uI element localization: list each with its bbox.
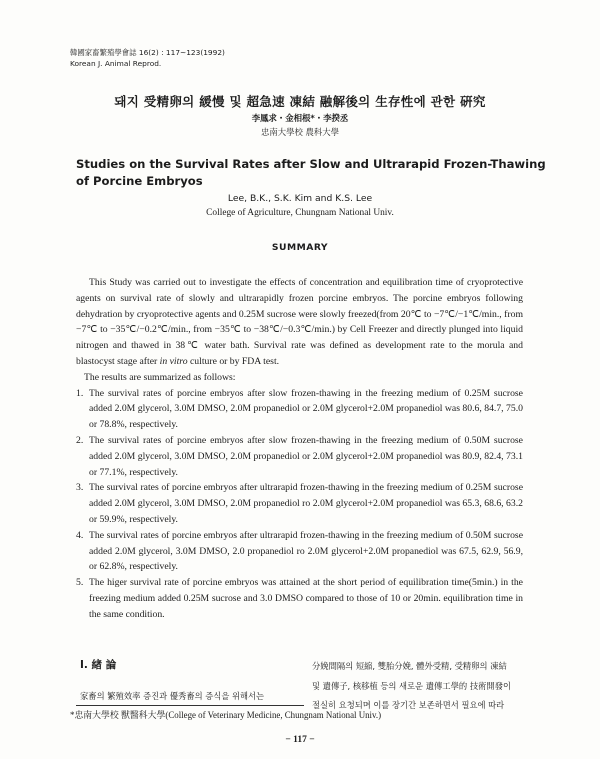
korean-affiliation: 忠南大學校 農科大學 xyxy=(260,127,340,137)
footnote-divider xyxy=(76,705,304,706)
in-vitro-italic: in vitro xyxy=(159,355,188,367)
abstract-paragraph: This Study was carried out to investigate the effects of concentration and equilibration time of cryoprotective agents on survival rate of slowly and ultrarapidly frozen porcine embryos. The porcine embryos following dehydration by cryoprotective agents and 0.25M sucrose were slowly freezed(from 20℃ to −7℃/−1℃/min., from −7℃ to −35℃/−0.2℃/min., from −35℃ to −38℃/−0.3℃/min.) by Cell Freezer and directly plunged into liquid nitrogen and thawed in 38℃ water bath. Survival rate was defined as development rate to the morula and blastocyst stage after in vitro culture or by FDA test. xyxy=(76,277,523,367)
list-item: 1. The survival rates of porcine embryos after slow frozen-thawing in the freezing medium of 0.25M sucrose added 2.0M glycerol, 3.0M DMSO, 2.0M propanediol or 2.0M glycerol+2.0M propanediol was 80.6, 84.7, 75.0 or 78.8%, respectively. xyxy=(76,387,523,431)
english-title: Studies on the Survival Rates after Slow and Ultrarapid Frozen-Thawing of Porcine Embryos xyxy=(76,157,546,188)
list-item: 5. The higer survival rate of porcine embryos was attained at the short period of equilibration time(5min.) in the freezing medium added 0.25M sucrose and 3.0 DMSO compared to those of 10 or 20min. equilibration time in the same condition. xyxy=(76,577,523,620)
english-affiliation: College of Agriculture, Chungnam National Univ. xyxy=(206,208,394,218)
journal-header-line1: 韓國家畜繁殖學會誌 16(2) : 117~123(1992) xyxy=(70,48,225,57)
body-right-line: 절실히 요청되며 이를 장기간 보존하면서 필요에 따라 xyxy=(312,700,505,710)
korean-authors: 李鳳求・金相根*・李揆丞 xyxy=(251,113,349,123)
body-right-line: 分娩間隔의 短縮, 雙胎分娩, 體外受精, 受精卵의 凍結 xyxy=(312,661,507,671)
list-item: 3. The survival rates of porcine embryos after ultrarapid frozen-thawing in the freezing medium of 0.25M sucrose added 2.0M glycerol, 3.0M DMSO, 2.0M propanediol ro 2.0M glycerol+2.0M propanediol was 65.3, 68.6, 63.2 or 59.9%, respectively. xyxy=(76,482,523,525)
body-left-line: 家畜의 繁殖效率 증진과 優秀畜의 증식을 위해서는 xyxy=(80,691,265,701)
abstract xyxy=(76,275,523,623)
body-right-line: 및 遺傳子, 核移植 등의 새로운 遺傳工學的 技術開發이 xyxy=(312,680,512,691)
korean-title: 돼지 受精卵의 緩慢 및 超急速 凍結 融解後의 生存性에 관한 硏究 xyxy=(114,94,486,109)
results-intro: The results are summarized as follows: xyxy=(84,371,236,383)
section-heading-introduction: Ⅰ. 緖 論 xyxy=(80,659,117,671)
results-list xyxy=(76,386,523,623)
english-authors: Lee, B.K., S.K. Kim and K.S. Lee xyxy=(227,193,373,204)
journal-header xyxy=(70,47,225,69)
journal-header-line2: Korean J. Animal Reprod. xyxy=(70,59,162,68)
list-item: 2. The survival rates of porcine embryos after slow frozen-thawing in the freezing medium of 0.50M sucrose added 2.0M glycerol, 3.0M DMSO, 2.0M propanediol or 2.0M glycerol+2.0M propanediol was 80.9, 82.4, 73.1 or 77.1%, respectively. xyxy=(76,434,523,478)
summary-heading: SUMMARY xyxy=(271,242,329,253)
body-right-column xyxy=(312,657,527,716)
list-item: 4. The survival rates of porcine embryos after ultrarapid frozen-thawing in the freezing medium of 0.50M sucrose added 2.0M glycerol, 3.0M DMSO, 2.0 propanediol ro 2.0M glycerol+2.0M propanediol was 67.5, 62.9, 56.9, or 62.8%, respectively. xyxy=(76,529,523,573)
footnote: *忠南大學校 獸醫科大學(College of Veterinary Medicine, Chungnam National Univ.) xyxy=(70,710,382,720)
page-number: − 117 − xyxy=(285,735,315,745)
